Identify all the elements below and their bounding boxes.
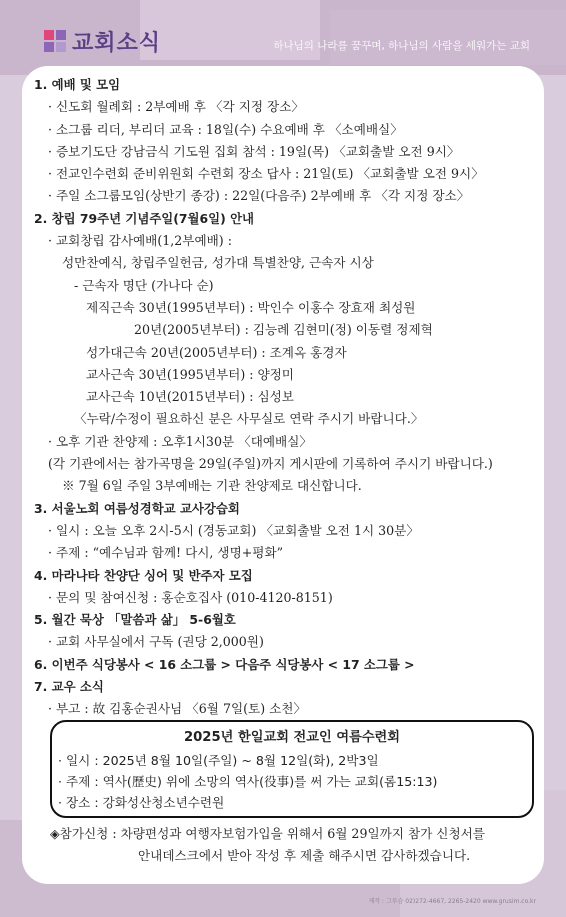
retreat-title: 2025년 한일교회 전교인 여름수련회 <box>183 730 401 745</box>
news-item: · 소그룹 리더, 부리더 교육 : 18일(수) 수요예배 후 〈소예배실〉 <box>48 121 403 137</box>
news-item: · 문의 및 참여신청 : 홍순호집사 (010-4120-8151) <box>48 589 333 605</box>
news-item: · 신도회 월례회 : 2부예배 후 〈각 지정 장소〉 <box>48 99 304 115</box>
logo-squares-icon <box>44 30 66 52</box>
section-heading: 2. 창립 79주년 기념주일(7월6일) 안내 <box>34 210 255 226</box>
footer-credit: 제작 : 그루슴 02)272-4667, 2265-2420 www.grusim.co.kr <box>368 898 536 905</box>
news-item: · 교회 사무실에서 구독 (권당 2,000원) <box>48 634 264 650</box>
retreat-theme: · 주제 : 역사(歷史) 위에 소망의 역사(役事)를 써 가는 교회(롬15:13) <box>58 774 438 789</box>
news-list <box>34 74 544 721</box>
retreat-date: · 일시 : 2025년 8월 10일(주일) ~ 8월 12일(화), 2박3일 <box>58 753 379 768</box>
news-item: 교사근속 30년(1995년부터) : 양정미 <box>86 366 294 382</box>
header <box>0 0 566 70</box>
section-heading: 4. 마라나타 찬양단 싱어 및 반주자 모집 <box>34 567 253 583</box>
summer-retreat-box <box>50 720 534 818</box>
news-item: · 교회창립 감사예배(1,2부예배) : <box>48 233 232 249</box>
news-item: 교사근속 10년(2015년부터) : 심성보 <box>86 389 294 405</box>
section-heading: 6. 이번주 식당봉사 < 16 소그룹 > 다음주 식당봉사 < 17 소그룹 > <box>34 656 415 672</box>
retreat-place: · 장소 : 강화성산청소년수련원 <box>58 795 225 810</box>
news-item: · 오후 기관 찬양제 : 오후1시30분 〈대예배실〉 <box>48 433 312 449</box>
church-motto: 하나님의 나라를 꿈꾸며, 하나님의 사람을 세워가는 교회 <box>273 40 530 52</box>
news-item: · 주일 소그룹모임(상반기 종강) : 22일(다음주) 2부예배 후 〈각 지정 장소〉 <box>48 188 470 204</box>
news-item: - 근속자 명단 (가나다 순) <box>74 277 214 293</box>
news-item: 제직근속 30년(1995년부터) : 박인수 이홍수 장효재 최성원 <box>86 299 416 315</box>
section-heading: 7. 교우 소식 <box>34 679 104 695</box>
signup-notice-line-1: ◈참가신청 : 차량편성과 여행자보험가입을 위해서 6월 29일까지 참가 신청서를 <box>50 826 485 841</box>
section-heading: 5. 월간 묵상 「말씀과 삶」 5-6월호 <box>34 612 236 628</box>
news-item: 성가대근속 20년(2005년부터) : 조계옥 홍경자 <box>86 344 347 360</box>
news-item: 성만찬예식, 창립주일헌금, 성가대 특별찬양, 근속자 시상 <box>62 255 374 271</box>
news-item: 〈누락/수정이 필요하신 분은 사무실로 연락 주시기 바랍니다.〉 <box>74 411 424 427</box>
news-item: · 부고 : 故 김홍순권사님 〈6월 7일(토) 소천〉 <box>48 701 307 717</box>
news-item: · 주제 : “예수님과 함께! 다시, 생명+평화” <box>48 545 284 561</box>
news-item: (각 기관에서는 참가곡명을 29일(주일)까지 게시판에 기록하여 주시기 바랍니다.) <box>48 456 493 472</box>
section-heading: 3. 서울노회 여름성경학교 교사강습회 <box>34 500 240 516</box>
news-item: · 증보기도단 강남금식 기도원 집회 참석 : 19일(목) 〈교회출발 오전 9시〉 <box>48 143 460 159</box>
page-title: 교회소식 <box>72 31 162 56</box>
news-item: · 전교인수련회 준비위원회 수련회 장소 답사 : 21일(토) 〈교회출발 오전 9시〉 <box>48 166 484 182</box>
signup-notice-line-2: 안내데스크에서 받아 작성 후 제출 해주시면 감사하겠습니다. <box>138 848 471 863</box>
news-item: ※ 7월 6일 주일 3부예배는 기관 찬양제로 대신합니다. <box>62 478 362 494</box>
news-item: · 일시 : 오늘 오후 2시-5시 (경동교회) 〈교회출발 오전 1시 30분〉 <box>48 522 419 538</box>
section-heading: 1. 예배 및 모임 <box>34 77 121 92</box>
news-item: 20년(2005년부터) : 김능례 김현미(정) 이동렬 정제혁 <box>134 322 433 338</box>
